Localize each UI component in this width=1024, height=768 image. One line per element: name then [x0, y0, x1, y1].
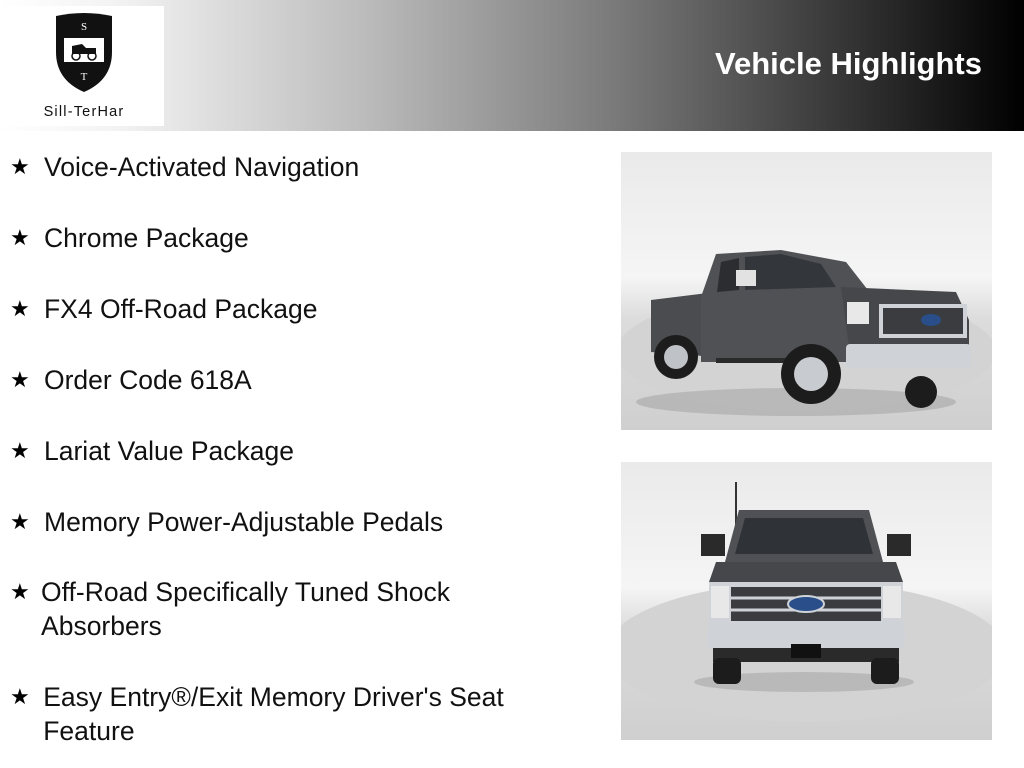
feature-item — [10, 434, 590, 468]
dealer-logo — [4, 6, 164, 126]
carriage-shield-logo-icon — [52, 10, 116, 94]
feature-text: FX4 Off-Road Package — [44, 294, 318, 324]
feature-text: Memory Power-Adjustable Pedals — [44, 507, 444, 537]
feature-text: Order Code 618A — [44, 365, 252, 395]
star-icon: ★ — [10, 684, 30, 709]
star-icon: ★ — [10, 154, 30, 179]
feature-text: Lariat Value Package — [44, 436, 294, 466]
feature-item — [10, 150, 590, 184]
vehicle-photo-front — [621, 462, 992, 740]
svg-text:S: S — [80, 21, 88, 33]
feature-text: Chrome Package — [44, 223, 249, 253]
feature-item — [10, 505, 590, 539]
star-icon: ★ — [10, 579, 30, 604]
star-icon: ★ — [10, 367, 30, 392]
feature-item — [10, 292, 590, 326]
truck-side-view-icon — [621, 152, 992, 430]
star-icon: ★ — [10, 296, 30, 321]
header-banner — [0, 0, 1024, 131]
feature-item — [10, 363, 590, 397]
vehicle-photo-side — [621, 152, 992, 430]
dealer-name: Sill-TerHar — [43, 104, 125, 120]
star-icon: ★ — [10, 438, 30, 463]
feature-item — [10, 221, 590, 255]
truck-front-view-icon — [621, 462, 992, 740]
feature-item — [10, 680, 590, 748]
page-title: Vehicle Highlights — [715, 46, 982, 81]
feature-item — [10, 575, 530, 643]
feature-text: Easy Entry®/Exit Memory Driver's Seat Feature — [43, 682, 504, 746]
star-icon: ★ — [10, 509, 30, 534]
star-icon: ★ — [10, 225, 30, 250]
feature-text: Off-Road Specifically Tuned Shock Absorbers — [41, 577, 451, 641]
feature-text: Voice-Activated Navigation — [44, 152, 360, 182]
svg-text:T: T — [80, 71, 88, 83]
